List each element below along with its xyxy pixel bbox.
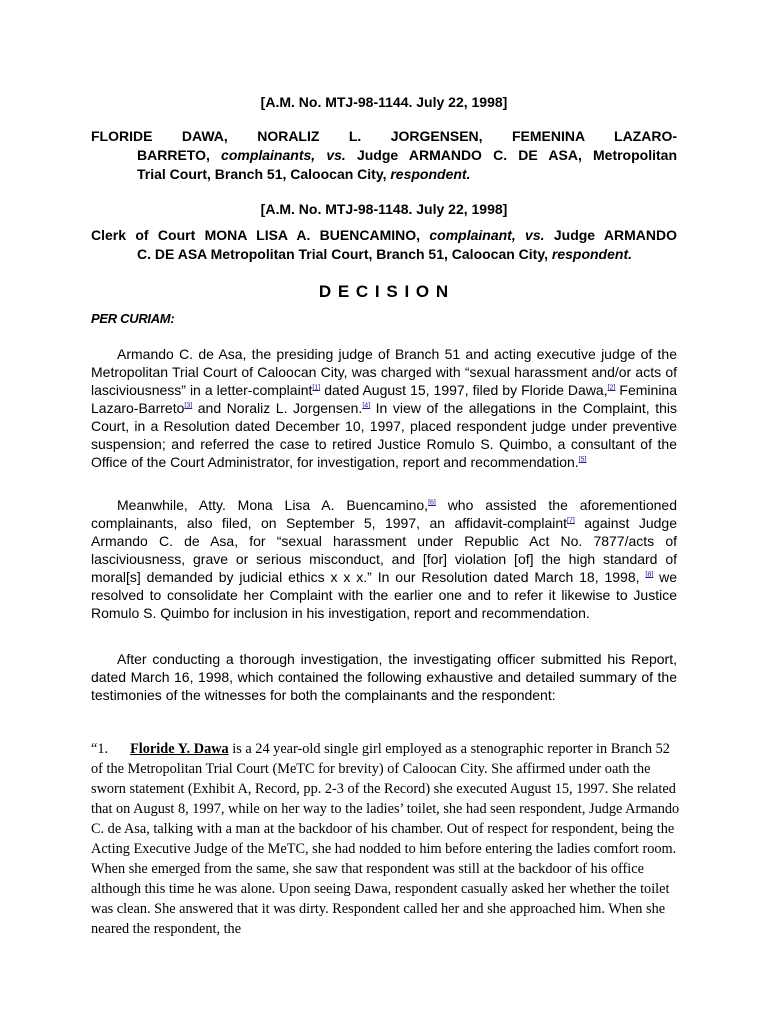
paragraph-text: Armando C. de Asa, the presiding judge of Branch 51 and acting executive judge of the Metropolitan Trial Court of Caloocan City, was charged with “sexual harassment and/or acts of lasciviousness” in a letter-complaint: [91, 346, 677, 398]
per-curiam-label: PER CURIAM:: [91, 311, 175, 326]
paragraph-text: against Judge Armando C. de Asa, for “sexual harassment under Republic Act No. 7877/acts of lasciviousness, grave or serious misconduct, and [for] violation [of] the high standard of moral[s] demanded by judicial ethics x x x.” In our Resolution dated March 18, 1998,: [91, 515, 677, 585]
case-caption-1: [91, 127, 677, 184]
testimony-quote: [91, 739, 681, 939]
party-names: FLORIDE DAWA, NORALIZ L. JORGENSEN, FEMENINA LAZARO-: [91, 128, 677, 144]
footnote-link[interactable]: [5]: [578, 456, 587, 464]
paragraph-text: we resolved to consolidate her Complaint with the earlier one and to refer it likewise to Justice Romulo S. Quimbo for inclusion in his investigation, report and recommendation.: [91, 569, 677, 621]
party-names: Trial Court, Branch 51, Caloocan City,: [137, 166, 387, 182]
party-role: complainant, vs.: [429, 227, 545, 243]
footnote-link[interactable]: [6]: [428, 499, 436, 507]
case-header-2: [A.M. No. MTJ-98-1148. July 22, 1998]: [260, 201, 508, 217]
party-role: respondent.: [390, 166, 471, 182]
case-header-1: [A.M. No. MTJ-98-1144. July 22, 1998]: [260, 94, 508, 110]
footnote-link[interactable]: [1]: [312, 384, 321, 392]
paragraph-text: Meanwhile, Atty. Mona Lisa A. Buencamino,: [117, 497, 429, 513]
party-names: C. DE ASA Metropolitan Trial Court, Branch 51, Caloocan City,: [137, 246, 548, 262]
paragraph-2: [91, 496, 677, 622]
party-names: Clerk of Court MONA LISA A. BUENCAMINO,: [91, 227, 421, 243]
party-role: complainants, vs.: [221, 147, 346, 163]
witness-name: Floride Y. Dawa: [130, 741, 229, 757]
footnote-link[interactable]: [4]: [362, 402, 371, 410]
paragraph-text: who assisted the aforementioned complainants, also filed, on September 5, 1997, an affidavit-complaint: [91, 497, 677, 531]
paragraph-3: After conducting a thorough investigation, the investigating officer submitted his Report, dated March 16, 1998, which contained the following exhaustive and detailed summary of the testimonies of the witnesses for both the complainants and the respondent:: [91, 651, 677, 703]
caption-line: [91, 127, 677, 146]
party-names: Judge ARMANDO: [553, 227, 678, 243]
caption-line: [91, 165, 677, 184]
paragraph-text: In view of the allegations in the Complaint, this Court, in a Resolution dated December 10, 1997, placed respondent judge under preventive suspension; and referred the case to retired Justice Romulo S. Quimbo, a consultant of the Office of the Court Administrator, for investigation, report and recommendation.: [91, 400, 677, 470]
paragraph-1: [91, 345, 677, 471]
quote-text: is a 24 year-old single girl employed as a stenographic reporter in Branch 52 of the Metropolitan Trial Court (MeTC for brevity) of Caloocan City. She affirmed under oath the sworn statement (Exhibit A, Record, pp. 2-3 of the Record) she executed August 15, 1997. She related that on August 8, 1997, while on her way to the ladies’ toilet, she had seen respondent, Judge Armando C. de Asa, talking with a man at the backdoor of his chamber. Out of respect for respondent, being the Acting Executive Judge of the MeTC, she had nodded to him before entering the ladies comfort room. When she emerged from the same, she saw that respondent was still at the backdoor of his office although this time he was alone. Upon seeing Dawa, respondent casually asked her whether the toilet was clean. She answered that it was dirty. Respondent called her and she approached him. When she neared the respondent, the: [91, 741, 680, 937]
quote-number: “1.: [91, 741, 109, 757]
caption-line: [91, 146, 677, 165]
footnote-link[interactable]: [7]: [567, 517, 575, 525]
case-caption-2: [91, 226, 677, 264]
party-names: Judge ARMANDO C. DE ASA, Metropolitan: [356, 147, 677, 163]
caption-line: [91, 226, 677, 245]
decision-title: D E C I S I O N: [318, 282, 450, 301]
party-role: respondent.: [551, 246, 632, 262]
caption-line: [91, 245, 677, 264]
paragraph-text: dated August 15, 1997, filed by Floride Dawa,: [320, 382, 608, 398]
footnote-link[interactable]: [2]: [607, 384, 616, 392]
party-names: BARRETO,: [137, 147, 210, 163]
paragraph-text: Feminina Lazaro-Barreto: [91, 382, 678, 416]
footnote-link[interactable]: [3]: [184, 402, 193, 410]
footnote-link[interactable]: [8]: [645, 571, 654, 579]
paragraph-text: and Noraliz L. Jorgensen.: [192, 400, 363, 416]
